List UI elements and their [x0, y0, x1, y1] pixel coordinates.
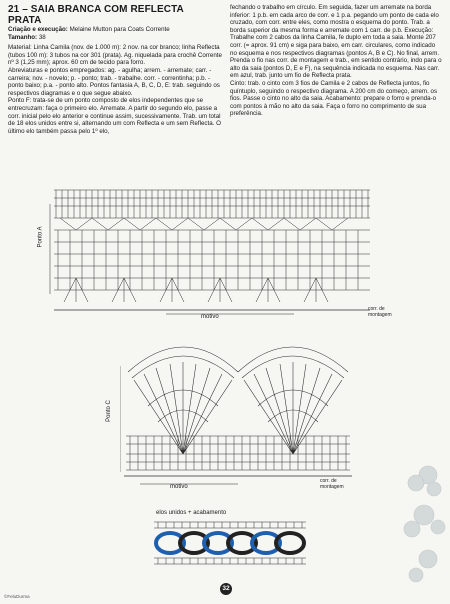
scan-credit: ©FeluDurma [4, 594, 30, 599]
diagram-linked-rings [150, 510, 310, 570]
belt-finishing-text: Cinto: trab. o cinto com 3 fios de Camila e 2 cabos de Reflecta juntos, fio quíntuplo, seguindo o respectivo diagrama. A 200 cm do começo, arrem. os fios. Passe o cinto no alto da saia. Acabamento: prepare o forro e prenda-o com pontos à mão no alto da saia. Faça o forro no comprimento de sua preferência. [230, 79, 438, 118]
ponto-a-label: Ponto A [37, 226, 44, 248]
ponto-f-text: Ponto F: trata-se de um ponto composto de elos independentes que se entrecruzam: faça o primeiro elo. Arremate. A partir do segundo elo, passe a corr. inicial pelo elo anterior e continue assim, sucessivamente. Trab. um total de 18 elos unidos entre si, alternando um com Reflecta e um sem Reflecta. O último elo também passa pelo 1º elo, [8, 97, 221, 135]
right-column [230, 4, 442, 118]
rings-chart [150, 518, 310, 570]
creation-line [8, 26, 224, 34]
rings-label: elos unidos + acabamento [156, 510, 227, 516]
article-title: 21 – SAIA BRANCA COM REFLECTA PRATA [8, 4, 184, 26]
diagram-ponto-c [105, 336, 356, 492]
ponto-a-cast-on-note: corr. de montagem [368, 306, 392, 318]
size-value: 38 [38, 33, 46, 41]
ponto-c-label: Ponto C [105, 400, 112, 422]
size-label: Tamanho: [8, 33, 38, 41]
ponto-c-cast-on-note: corr. de montagem [320, 478, 344, 490]
ponto-c-chart [120, 336, 356, 492]
material-text: Material: Linha Camila (nov. de 1.000 m): 2 nov. na cor branco; linha Reflecta (tubos 100 m): 3 tubos na cor 301 (prata). Ag. niquelada para crochê Corrente nº 3 (1,25 mm); aprox. 60 cm de tecido para forro. [8, 44, 222, 67]
size-line [8, 34, 224, 42]
ponto-a-chart [36, 184, 372, 320]
decorative-flower-icon [398, 455, 446, 595]
execution-text: fechando o trabalho em círculo. Em seguida, fazer um arremate na borda inferior: 1 p.b. em cada arco de corr. e 1 p.a. pegando um ponto de cada elo cruzado, com corr. entre eles, como mostra o esquema do ponto. Trab. a borda superior da mesma forma e arremate com 1 carr. de p.b. Execução: Trabalhe com 2 cabos da linha Camila, fe duplo em toda a saia. Monte 207 corr. (= aprox. 91 cm) e siga para baixo, em carr. circulares, como indicado no esquema e nos respectivos diagramas (pontos A, B e C). No final, arrem. Prenda o fio nas corr. de montagem e trab., em sentido contrário, indo para o alto da saia (pontos D, E e F), na sequência indicada no esquema. Nas carr. em azul, trab. junto um fio de Reflecta prata. [230, 4, 442, 80]
diagram-ponto-a [36, 184, 392, 320]
ponto-c-motif-label: motivo [170, 484, 188, 490]
creation-label: Criação e execução: [8, 26, 68, 33]
abbreviations-text: Abreviaturas e pontos empregados: ag. - agulha; arrem. - arremate; carr. - carreira; nov. - novelo; p. - ponto; trab. - trabalhe. corr. - correntinha; p.b. - ponto baixo; p.a. - ponto alto. Pontos fantasia A, B, C, D, E: trab. seguindo os respectivos diagramas e o que segue abaixo. [8, 66, 220, 97]
page-number: 32 [220, 583, 232, 595]
left-column [8, 26, 224, 135]
ponto-a-motif-label: motivo [201, 314, 219, 320]
creation-value: Melaine Mutton para Coats Corrente [69, 26, 170, 33]
